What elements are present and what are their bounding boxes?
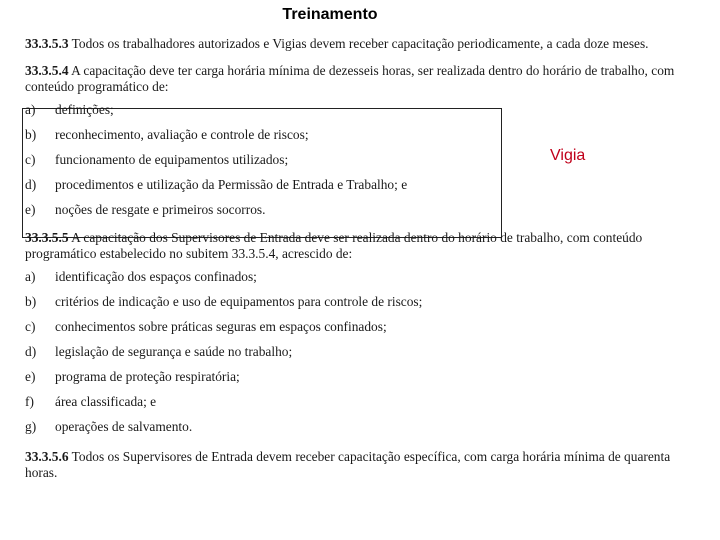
list-text: reconhecimento, avaliação e controle de riscos; <box>55 126 309 142</box>
list-letter: g) <box>25 418 37 434</box>
list-letter: a) <box>25 101 36 117</box>
slide-title: Treinamento <box>282 6 378 23</box>
paragraph-text: A capacitação deve ter carga horária mínima de dezesseis horas, ser realizada dentro do horário de trabalho, com conteúdo programático de: <box>25 63 675 94</box>
document-excerpt <box>25 36 700 481</box>
list-text: noções de resgate e primeiros socorros. <box>55 201 266 217</box>
item-number: 33.3.5.3 <box>25 36 69 51</box>
list-letter: a) <box>25 268 36 284</box>
list-item <box>25 122 700 147</box>
list-text: identificação dos espaços confinados; <box>55 268 257 284</box>
list-letter: e) <box>25 368 36 384</box>
paragraph-text: A capacitação dos Supervisores de Entrada deve ser realizada dentro do horário de trabalho, com conteúdo programático estabelecido no subitem 33.3.5.4, acrescido de: <box>25 230 643 261</box>
list-item <box>25 147 700 172</box>
paragraph-text: Todos os trabalhadores autorizados e Vigias devem receber capacitação periodicamente, a cada doze meses. <box>71 36 649 51</box>
list-letter: d) <box>25 343 37 359</box>
list-letter: b) <box>25 126 37 142</box>
list-text: programa de proteção respiratória; <box>55 368 240 384</box>
list-item <box>25 172 700 197</box>
item-number: 33.3.5.4 <box>25 63 69 78</box>
training-topics-list <box>25 97 700 222</box>
paragraph-text: Todos os Supervisores de Entrada devem receber capacitação específica, com carga horária mínima de quarenta horas. <box>25 449 671 480</box>
paragraph-33-3-5-4 <box>25 63 700 95</box>
item-number: 33.3.5.6 <box>25 449 69 464</box>
list-text: legislação de segurança e saúde no trabalho; <box>55 343 293 359</box>
list-text: definições; <box>55 101 114 117</box>
list-item <box>25 97 700 122</box>
list-letter: f) <box>25 393 34 409</box>
list-letter: b) <box>25 293 37 309</box>
list-item <box>25 389 700 414</box>
list-item <box>25 197 700 222</box>
list-item <box>25 264 700 289</box>
list-letter: c) <box>25 318 36 334</box>
paragraph-33-3-5-5 <box>25 230 700 262</box>
list-text: conhecimentos sobre práticas seguras em espaços confinados; <box>55 318 387 334</box>
supervisor-topics-list <box>25 264 700 439</box>
list-text: critérios de indicação e uso de equipamentos para controle de riscos; <box>55 293 423 309</box>
paragraph-33-3-5-6 <box>25 449 700 481</box>
list-item <box>25 364 700 389</box>
list-text: funcionamento de equipamentos utilizados; <box>55 151 289 167</box>
list-letter: e) <box>25 201 36 217</box>
list-item <box>25 314 700 339</box>
list-letter: c) <box>25 151 36 167</box>
vigia-label: Vigia <box>550 147 586 164</box>
list-item <box>25 414 700 439</box>
list-item <box>25 339 700 364</box>
paragraph-33-3-5-3 <box>25 36 700 52</box>
list-text: área classificada; e <box>55 393 157 409</box>
list-text: procedimentos e utilização da Permissão de Entrada e Trabalho; e <box>55 176 408 192</box>
list-letter: d) <box>25 176 37 192</box>
list-item <box>25 289 700 314</box>
item-number: 33.3.5.5 <box>25 230 69 245</box>
list-text: operações de salvamento. <box>55 418 193 434</box>
